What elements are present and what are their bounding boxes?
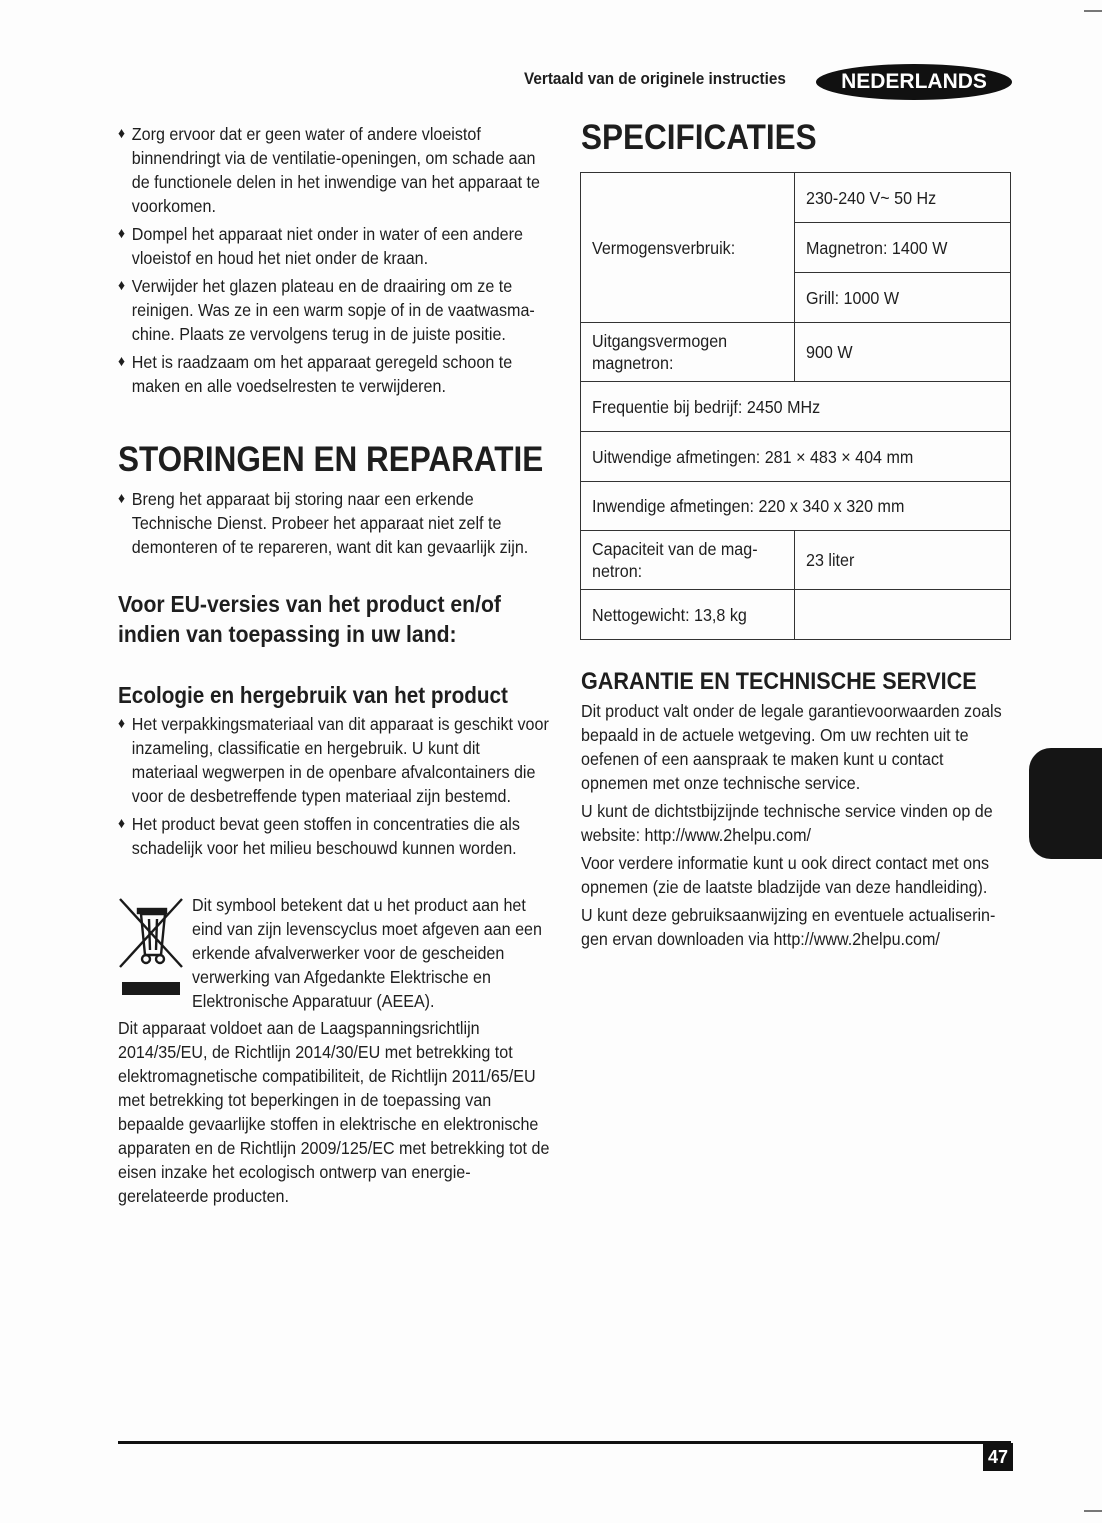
table-cell (795, 273, 1011, 323)
cell-text: 900 W (806, 342, 853, 362)
crop-mark-top (1084, 10, 1102, 12)
warranty-paragraph: U kunt deze gebruiksaanwijzing en eventuele actualiserin-gen ervan downloaden via http://www.2helpu.com/ (581, 905, 996, 949)
specs-heading: SPECIFICATIES (581, 118, 817, 157)
warranty-body (581, 699, 1013, 955)
warranty-paragraph: Voor verdere informatie kunt u ook direct contact met ons opnemen (zie de laatste bladzijde van deze handleiding). (581, 853, 990, 897)
list-item: ♦ Het product bevat geen stoffen in concentraties die als schadelijk voor het milieu beschouwd kunnen worden. (118, 812, 550, 860)
ecology-heading: Ecologie en hergebruik van het product (118, 682, 508, 708)
weee-description: Dit symbool betekent dat u het product aan het eind van zijn levenscyclus moet afgeven aan een erkende afvalverwerker voor de gescheiden verwerking van Afgedankte Elektrische en Elektronische Apparatuur (AEEA). (192, 895, 542, 1011)
cell-text: 230-240 V~ 50 Hz (806, 187, 937, 208)
table-row (581, 382, 1011, 432)
cell-text: Uitgangsvermogen magnetron: (592, 331, 728, 373)
table-row (581, 173, 1011, 223)
cell-text: Uitwendige afmetingen: 281 × 483 × 404 mm (592, 446, 914, 467)
table-cell (581, 432, 1011, 482)
warranty-paragraph: Dit product valt onder de legale garantievoorwaarden zoals bepaald in de actuele wetgeving. Om uw rechten uit te oefenen of een aanspraak te maken kunt u contact opnemen met onze technische service. (581, 701, 1002, 793)
list-item: ♦ Het verpakkingsmateriaal van dit apparaat is geschikt voor inzameling, classificatie en hergebruik. U kunt dit materiaal wegwerpen in de openbare afvalcontainers die voor de desbetreffende typen materiaal zijn bestemd. (118, 712, 550, 808)
table-cell (581, 531, 795, 590)
list-item: ♦ Zorg ervoor dat er geen water of andere vloeistof binnendringt via de ventilatie-openingen, om schade aan de functionele delen in het inwendige van het apparaat te voorkomen. (118, 122, 550, 218)
table-cell (795, 323, 1011, 382)
header-subtitle: Vertaald van de originele instructies (524, 69, 786, 88)
table-row (581, 590, 1011, 640)
ecology-list (118, 712, 550, 864)
list-item: ♦ Dompel het apparaat niet onder in water of een andere vloeistof en houd het niet onder de kraan. (118, 222, 550, 270)
cell-text: Nettogewicht: 13,8 kg (592, 604, 747, 625)
list-item: ♦ Het is raadzaam om het apparaat geregeld schoon te maken en alle voedselresten te verwijderen. (118, 350, 550, 398)
maintenance-list (118, 122, 550, 402)
language-thumb-tab (1029, 748, 1102, 859)
table-row (581, 432, 1011, 482)
table-row (581, 482, 1011, 531)
cell-text: Capaciteit van de mag-netron: (592, 539, 758, 581)
language-badge: NEDERLANDS (816, 64, 1012, 100)
table-cell (795, 223, 1011, 273)
directive-paragraph: Dit apparaat voldoet aan de Laagspanningsrichtlijn 2014/35/EU, de Richtlijn 2014/30/EU met betrekking tot elektromagnetische compatibiliteit, de Richtlijn 2011/65/EU met betrekking tot beperkingen in de toepassing van bepaalde gevaarlijke stoffen in elektrische en elektronische apparaten en de Richtlijn 2009/125/EC met betrekking tot de eisen inzake het ecologisch ontwerp van energie-gerelateerde producten. (118, 1018, 550, 1206)
page-number: 47 (983, 1443, 1013, 1471)
table-cell (581, 590, 795, 640)
list-item: ♦ Verwijder het glazen plateau en de draairing om ze te reinigen. Was ze in een warm sopje of in de vaatwasma-chine. Plaats ze vervolgens terug in de juiste positie. (118, 274, 550, 346)
cell-text: Inwendige afmetingen: 220 x 340 x 320 mm (592, 496, 905, 516)
cell-text: Magnetron: 1400 W (806, 237, 948, 258)
table-row (581, 323, 1011, 382)
table-row (581, 531, 1011, 590)
repair-list (118, 487, 550, 563)
table-cell (795, 173, 1011, 223)
table-cell (581, 173, 795, 323)
cell-text: Frequentie bij bedrijf: 2450 MHz (592, 396, 821, 417)
cell-text: Grill: 1000 W (806, 287, 900, 308)
list-item: ♦ Breng het apparaat bij storing naar een erkende Technische Dienst. Probeer het apparaat niet zelf te demonteren of te repareren, want dit kan gevaarlijk zijn. (118, 487, 550, 559)
specifications-table (580, 172, 1011, 640)
warranty-heading: GARANTIE EN TECHNISCHE SERVICE (581, 668, 977, 695)
table-cell (581, 323, 795, 382)
table-cell (795, 531, 1011, 590)
table-cell (795, 590, 1011, 640)
warranty-paragraph: U kunt de dichtstbijzijnde technische service vinden op de website: http://www.2helpu.com/ (581, 801, 993, 845)
eu-heading: Voor EU-versies van het product en/of indien van toepassing in uw land: (118, 591, 501, 647)
cell-text: 23 liter (806, 550, 855, 570)
repair-heading: STORINGEN EN REPARATIE (118, 440, 544, 479)
weee-bin-icon (116, 895, 188, 999)
cell-text: Vermogensverbruik: (592, 237, 736, 258)
crop-mark-bottom (1084, 1510, 1102, 1512)
table-cell (581, 382, 1011, 432)
footer-rule (118, 1441, 1011, 1444)
table-cell (581, 482, 1011, 531)
